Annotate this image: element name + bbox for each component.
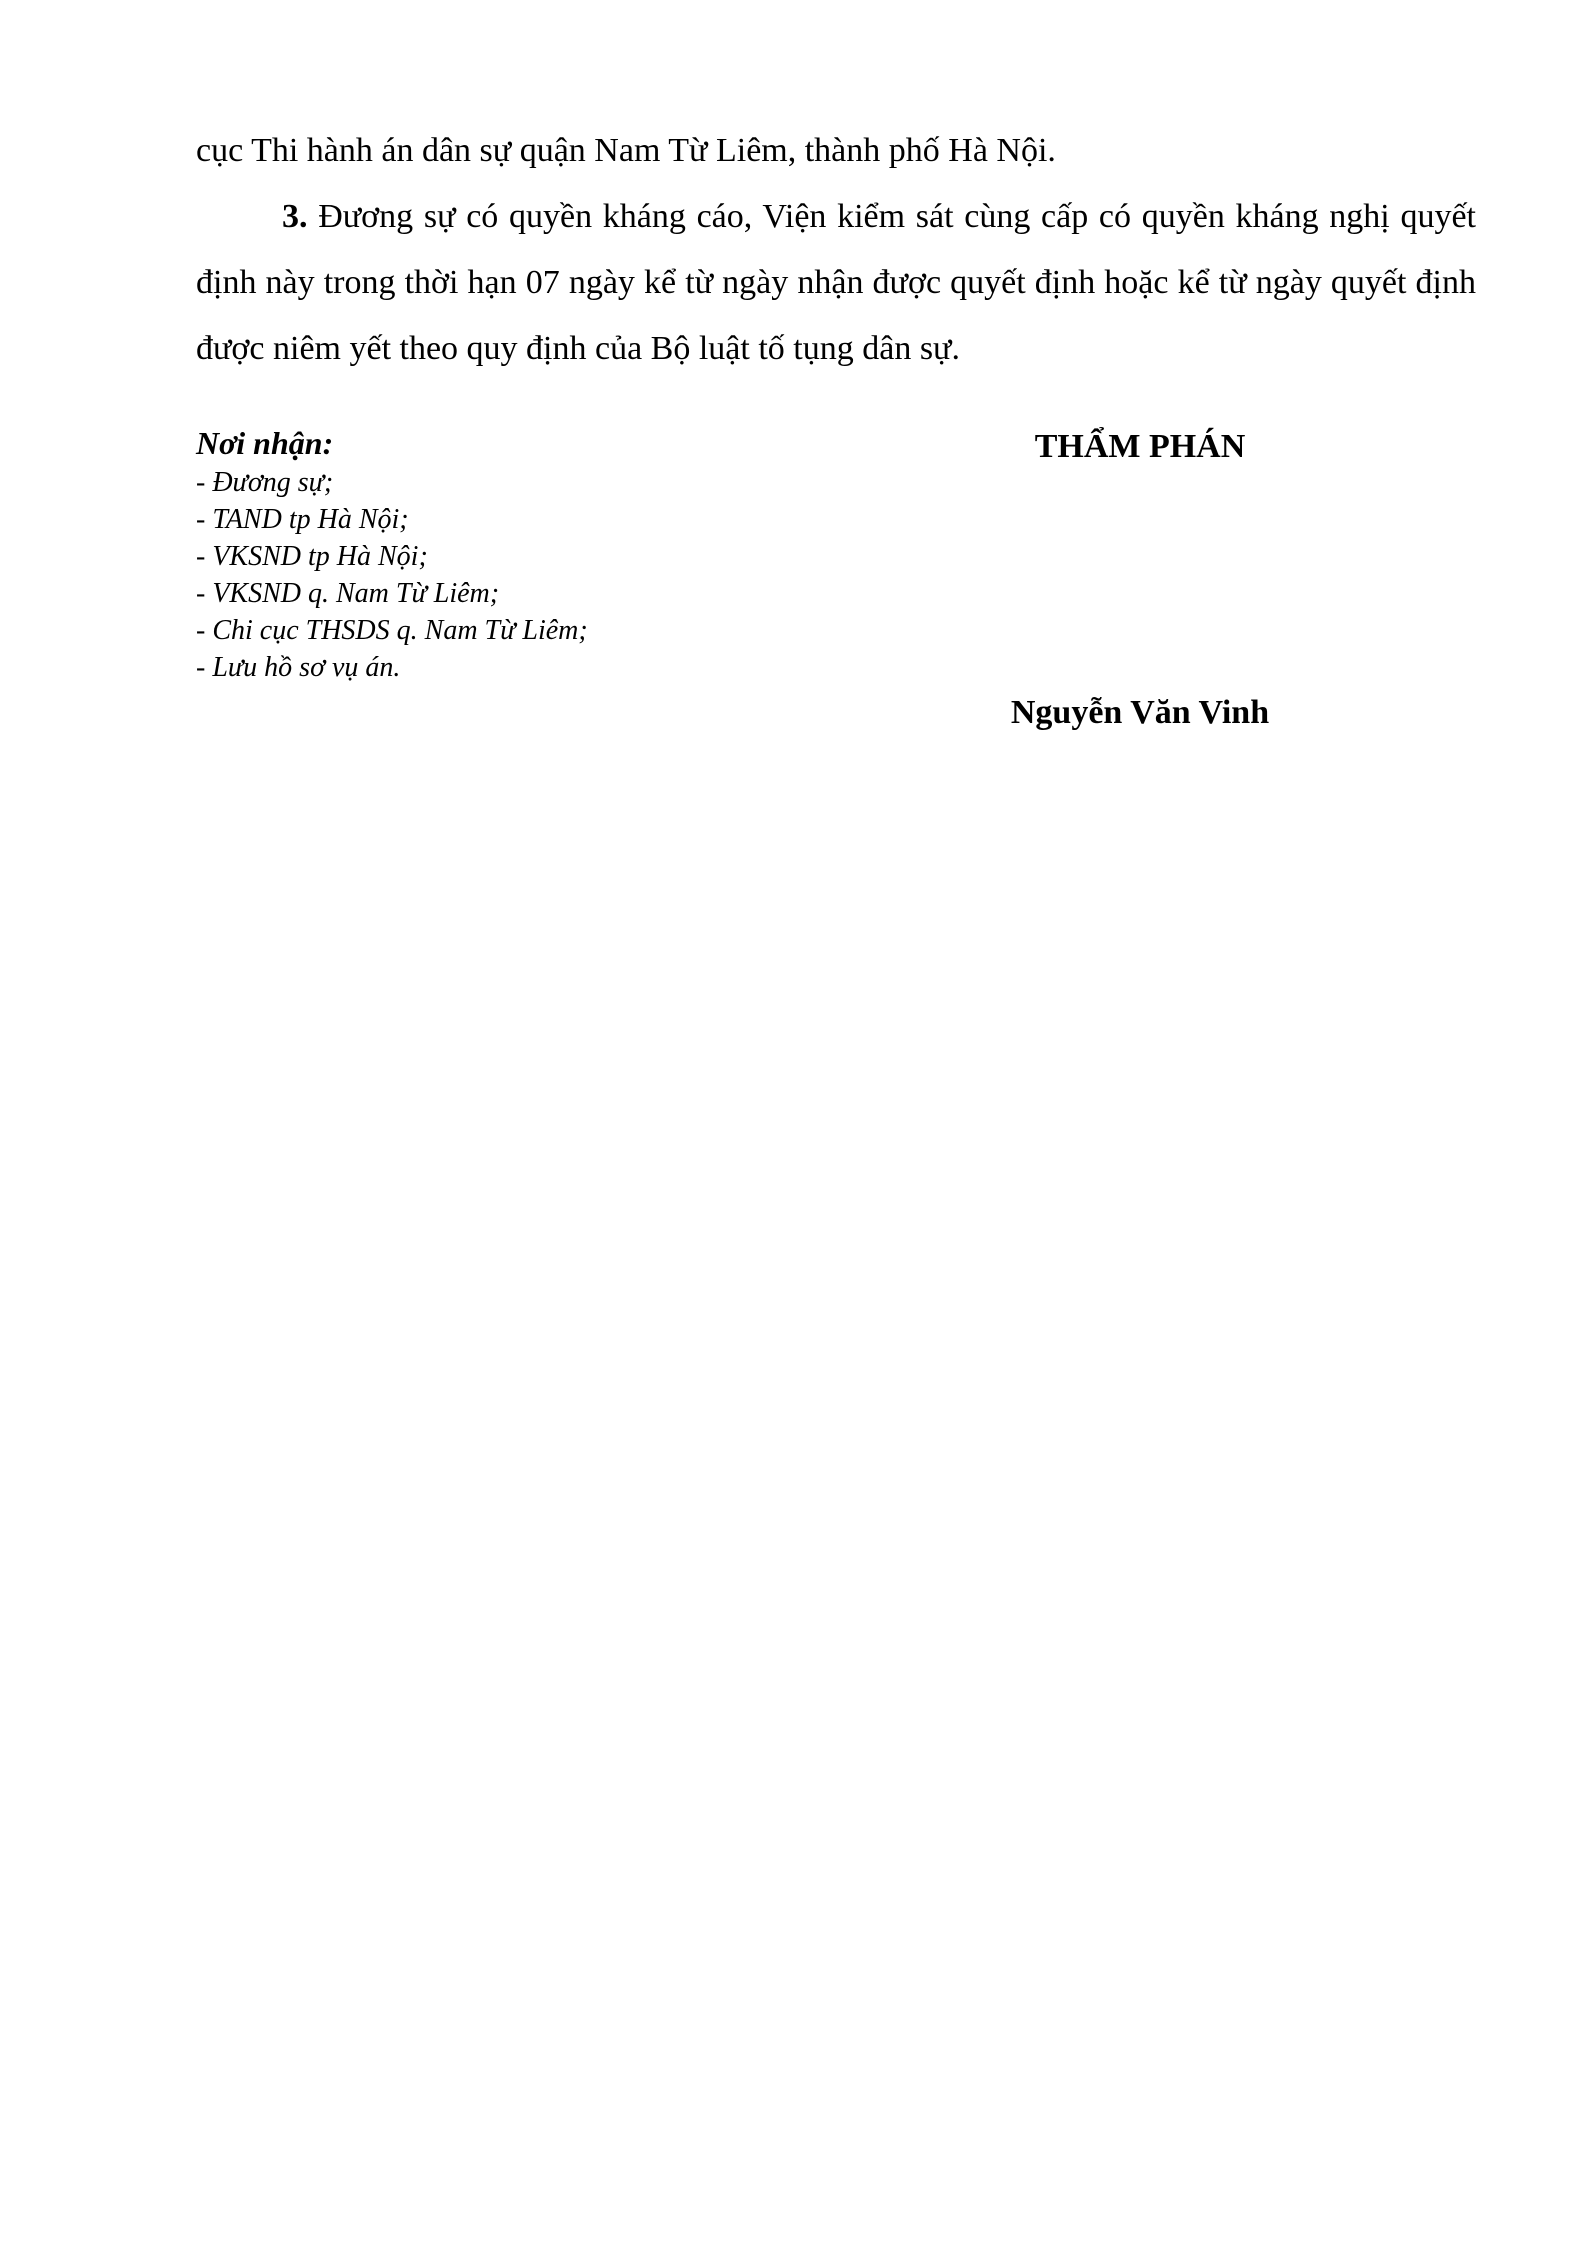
recipient-item: - Đương sự;: [196, 467, 334, 498]
recipients-list: [196, 464, 816, 686]
recipients-heading: Nơi nhận:: [196, 425, 334, 461]
paragraph-continued: cục Thi hành án dân sự quận Nam Từ Liêm, thành phố Hà Nội.: [196, 132, 1056, 169]
recipients-block: [196, 422, 816, 686]
recipient-item: - TAND tp Hà Nội;: [196, 504, 409, 535]
document-body: [196, 118, 1476, 382]
paragraph-3-number: 3.: [282, 198, 308, 235]
signer-name: Nguyễn Văn Vinh: [1010, 694, 1270, 731]
recipient-item: - VKSND tp Hà Nội;: [196, 541, 428, 572]
paragraph-3: [196, 184, 1476, 382]
signature-title: THẨM PHÁN: [1034, 428, 1246, 465]
recipient-item: - Chi cục THSDS q. Nam Từ Liêm;: [196, 615, 588, 646]
recipient-item: - Lưu hồ sơ vụ án.: [196, 652, 401, 683]
signature-block: [960, 424, 1320, 736]
paragraph-3-text: Đương sự có quyền kháng cáo, Viện kiểm sát cùng cấp có quyền kháng nghị quyết định này trong thời hạn 07 ngày kể từ ngày nhận được quyết định hoặc kể từ ngày quyết định được niêm yết theo quy định của Bộ luật tố tụng dân sự.: [196, 198, 1476, 367]
signature-space: [960, 470, 1320, 690]
recipient-item: - VKSND q. Nam Từ Liêm;: [196, 578, 500, 609]
